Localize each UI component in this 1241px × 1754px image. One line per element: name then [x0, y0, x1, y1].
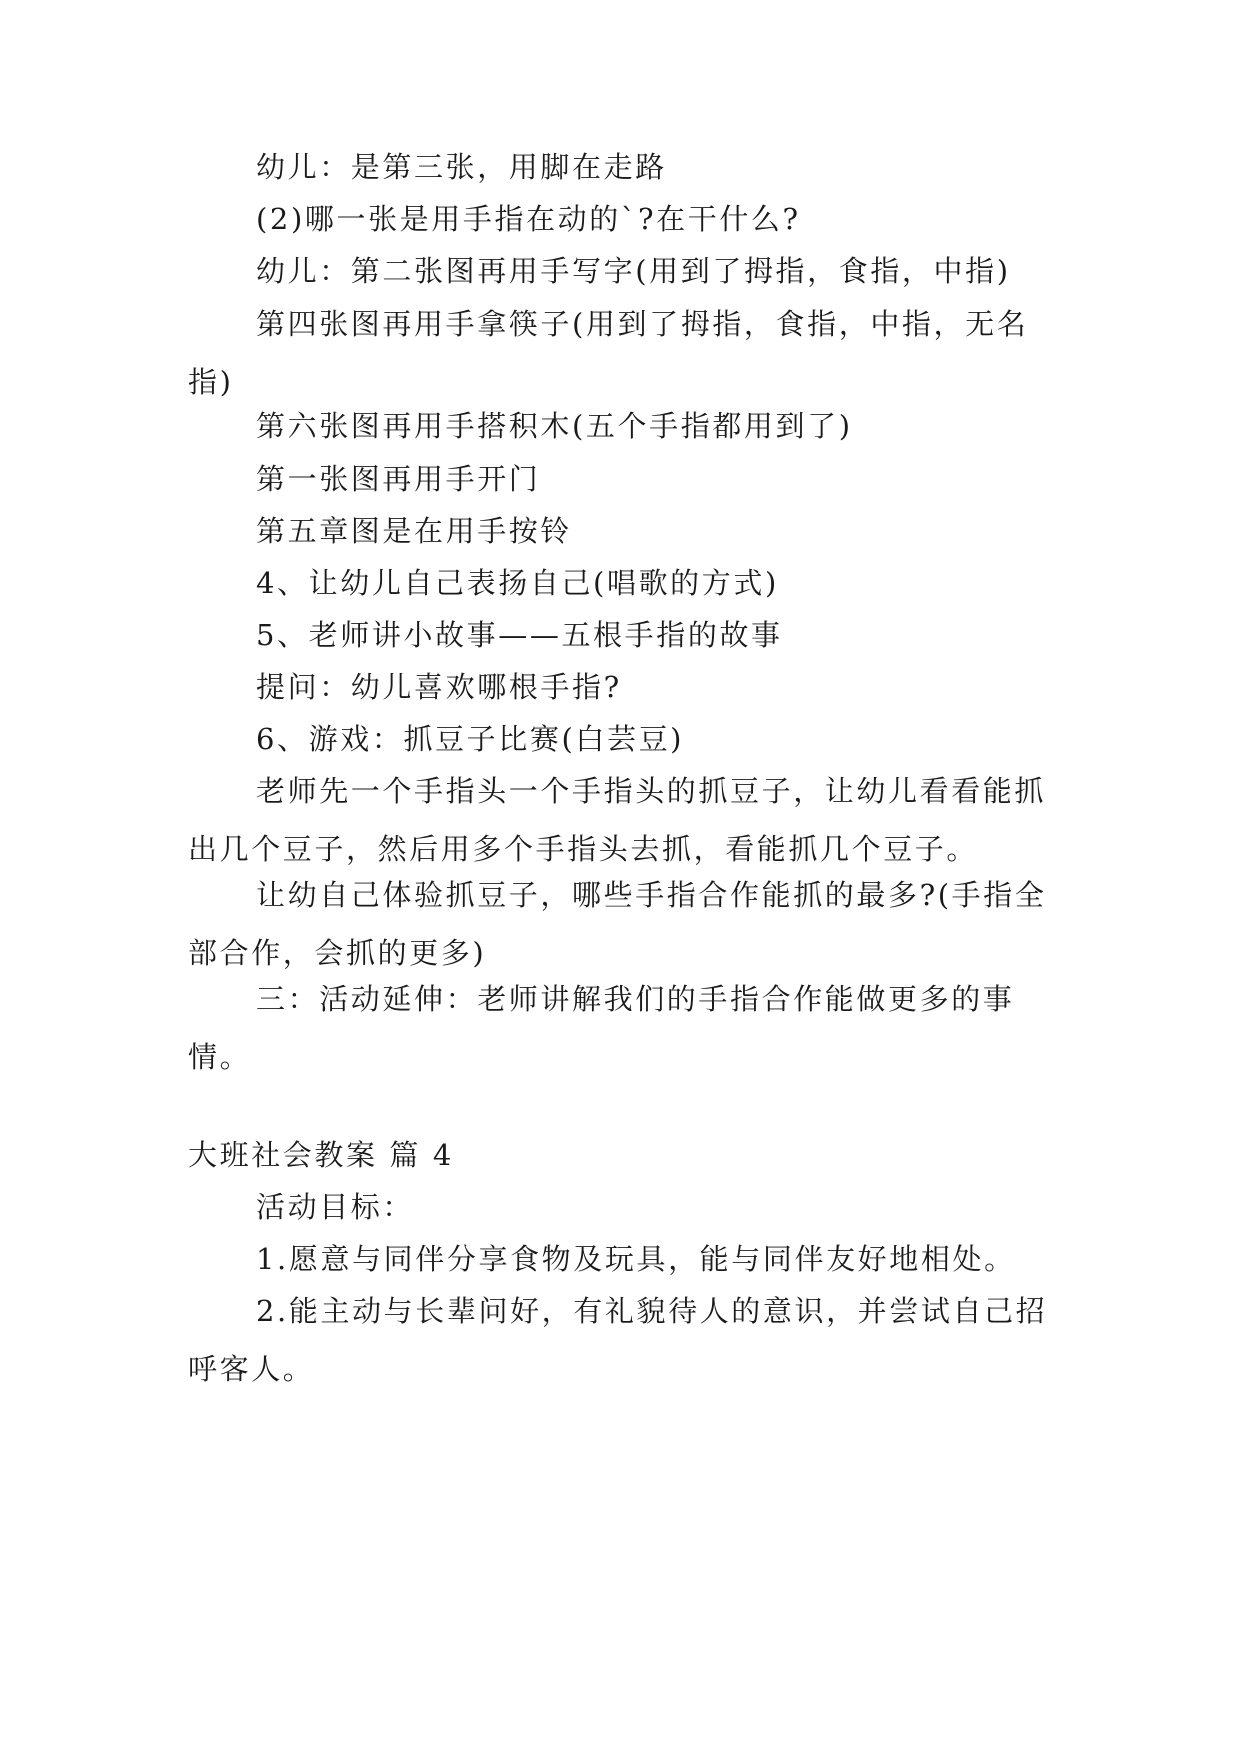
paragraph: 幼儿：第二张图再用手写字(用到了拇指，食指，中指)	[256, 254, 1011, 288]
paragraph: 5、老师讲小故事——五根手指的故事	[256, 618, 783, 652]
paragraph: 第五章图是在用手按铃	[256, 514, 573, 548]
paragraph: 老师先一个手指头一个手指头的抓豆子，让幼儿看看能抓出几个豆子，然后用多个手指头去抓，看能抓几个豆子。	[188, 774, 1047, 866]
section-heading: 大班社会教案 篇 4	[188, 1138, 454, 1172]
paragraph: 提问：幼儿喜欢哪根手指?	[256, 670, 622, 704]
paragraph: 三：活动延伸：老师讲解我们的手指合作能做更多的事情。	[188, 982, 1015, 1074]
paragraph: 活动目标：	[256, 1190, 415, 1224]
paragraph: 第六张图再用手搭积木(五个手指都用到了)	[256, 409, 853, 443]
paragraph: (2)哪一张是用手指在动的`?在干什么?	[256, 202, 801, 236]
paragraph: 第四张图再用手拿筷子(用到了拇指，食指，中指，无名指)	[188, 307, 1029, 399]
paragraph: 第一张图再用手开门	[256, 462, 541, 496]
paragraph: 2.能主动与长辈问好，有礼貌待人的意识，并尝试自己招呼客人。	[188, 1294, 1048, 1386]
paragraph: 4、让幼儿自己表扬自己(唱歌的方式)	[256, 566, 779, 600]
paragraph: 6、游戏：抓豆子比赛(白芸豆)	[256, 722, 685, 756]
paragraph: 幼儿：是第三张，用脚在走路	[256, 150, 667, 184]
paragraph: 1.愿意与同伴分享食物及玩具，能与同伴友好地相处。	[256, 1242, 1016, 1276]
paragraph: 让幼自己体验抓豆子，哪些手指合作能抓的最多?(手指全部合作，会抓的更多)	[188, 878, 1047, 970]
